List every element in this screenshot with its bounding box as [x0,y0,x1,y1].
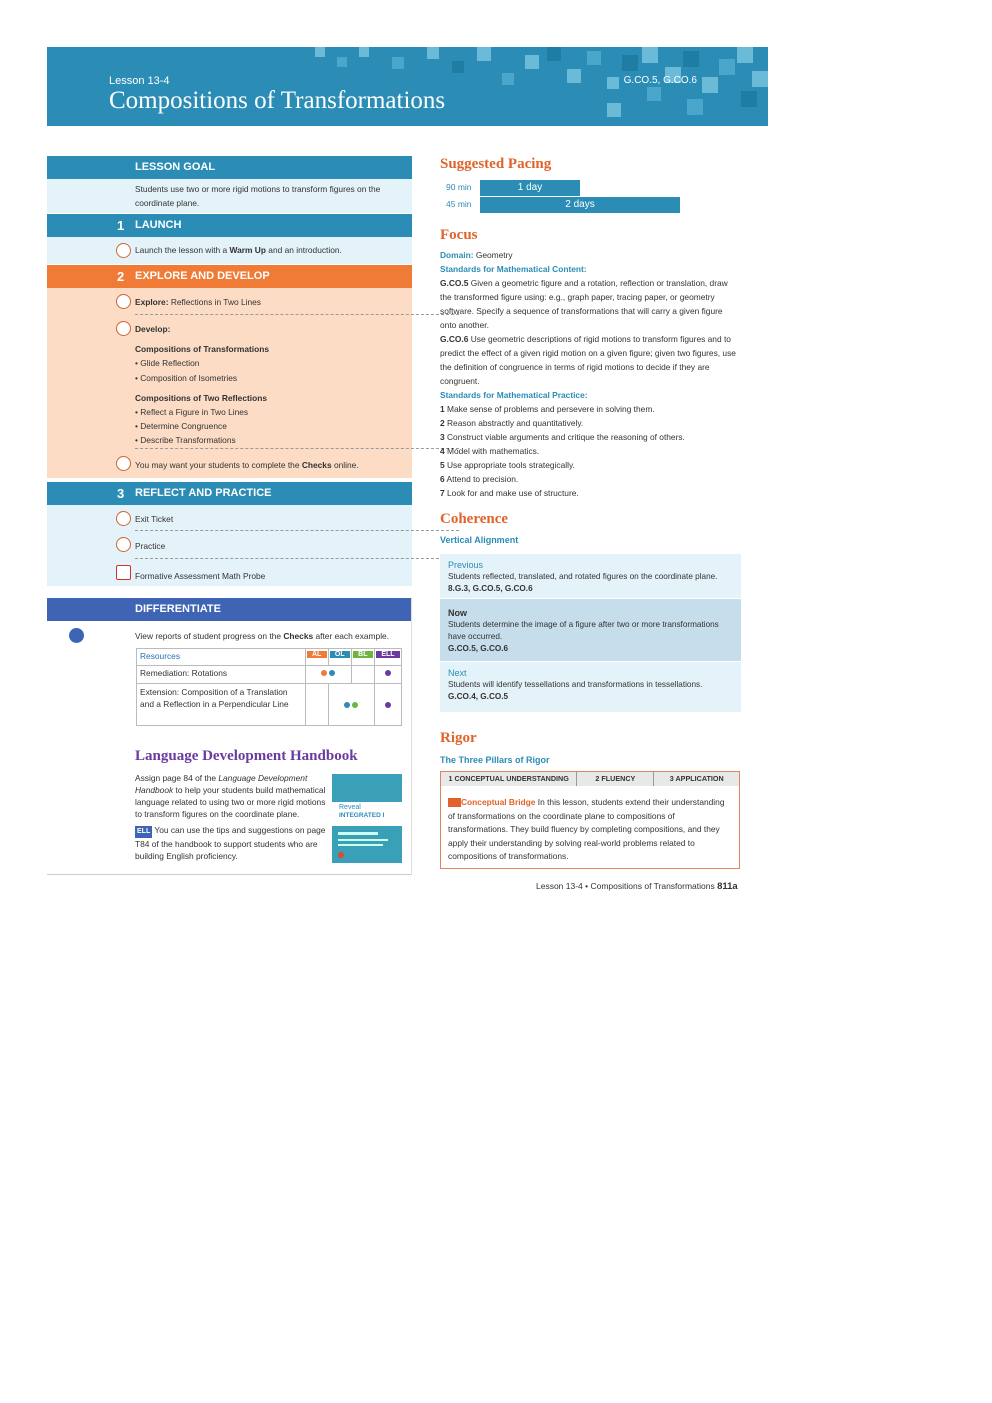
reflect-title: REFLECT AND PRACTICE [135,487,272,499]
lesson-goal-panel [47,179,412,213]
develop-label: Develop: [135,324,171,334]
develop-group-2-item[interactable]: • Describe Transformations [135,435,236,445]
reflect-panel [47,505,412,586]
resource-name[interactable]: Extension: Composition of a Translation and a Reflection in a Perpendicular Line [137,684,306,726]
ell-tag: ELL [376,651,400,658]
pacing-bar-90: 1 day [480,180,580,196]
develop-group-1-item[interactable]: • Glide Reflection [135,358,200,368]
resources-column-header: Resources [137,649,306,666]
now-box: Now Students determine the image of a figure after two or more transformations have occurred. G.CO.5, G.CO.6 [440,599,741,661]
page-footer: Lesson 13-4 • Compositions of Transformations 811a [536,881,738,892]
lesson-goal-header [47,156,412,179]
explore-panel [47,288,412,478]
launch-text: Launch the lesson with a Warm Up and an introduction. [135,245,342,255]
probe-icon [116,565,131,580]
group-icon [116,243,131,258]
checks-note: You may want your students to complete the Checks online. [135,460,359,470]
focus-title: Focus [440,227,478,243]
pacing-title: Suggested Pacing [440,156,552,172]
explore-header [47,265,412,288]
practice-item: 4 Model with mathematics. [440,446,540,456]
group-icon [116,511,131,526]
lesson-header [47,47,768,126]
tab-conceptual[interactable]: 1 CONCEPTUAL UNDERSTANDING [441,772,577,786]
ell-dot-icon [385,702,391,708]
launch-number: 1 [117,218,125,233]
develop-group-2-title[interactable]: Compositions of Two Reflections [135,393,267,403]
group-icon [116,294,131,309]
develop-group-1-item[interactable]: • Composition of Isometries [135,373,238,383]
coherence-title: Coherence [440,511,509,527]
ol-dot-icon [344,702,350,708]
people-icon [116,537,131,552]
resources-table [136,648,402,726]
bl-dot-icon [352,702,358,708]
ldh-text: Assign page 84 of the Language Development Handbook to help your students build mathematical language related to using two or more rigid motions to transform figures on the coordinate plane. ELL You can use the tips and suggestions on page T84 of the handbook to support students who are building English proficiency. [135,773,326,861]
book-brand: Reveal [339,804,361,811]
vertical-alignment-label: Vertical Alignment [440,535,519,545]
develop-group-1-title[interactable]: Compositions of Transformations [135,344,270,354]
differentiate-header [47,598,412,621]
report-chart-icon [69,628,84,643]
handbook-cover [332,774,402,863]
lesson-number: Lesson 13-4 [109,75,170,87]
page-number: 811a [717,881,738,892]
conceptual-bridge-text: Conceptual Bridge In this lesson, students extend their understanding of transformations on the coordinate plane to compositions of transformations. They build fluency by completing compositions, and they apply their understanding by solving real-world problems related to compositions of transformations. [448,797,725,861]
launch-title: LAUNCH [135,219,182,231]
ell-badge: ELL [135,826,152,838]
develop-group-2-item[interactable]: • Determine Congruence [135,421,227,431]
practice-item: 2 Reason abstractly and quantitatively. [440,418,584,428]
explore-item[interactable]: Explore: Reflections in Two Lines [135,297,261,307]
ell-dot-icon [385,670,391,676]
pacing-label: 90 min [446,182,472,192]
al-dot-icon [321,670,327,676]
explore-title: EXPLORE AND DEVELOP [135,270,270,282]
ol-tag: OL [330,651,350,658]
book-title: INTEGRATED I [339,812,385,819]
table-row [137,684,402,726]
math-probe-item[interactable]: Formative Assessment Math Probe [135,571,266,581]
practice-item: 6 Attend to precision. [440,474,519,484]
differentiate-title: DIFFERENTIATE [135,603,221,615]
practice-item: 5 Use appropriate tools strategically. [440,460,575,470]
explore-number: 2 [117,269,125,284]
practice-item: 3 Construct viable arguments and critique the reasoning of others. [440,432,685,442]
pacing-label: 45 min [446,199,472,209]
lesson-goal-text: Students use two or more rigid motions to transform figures on the coordinate plane. [135,184,381,208]
develop-group-2-item[interactable]: • Reflect a Figure in Two Lines [135,407,249,417]
launch-header [47,214,412,237]
table-header-row [137,649,402,666]
exit-ticket-item[interactable]: Exit Ticket [135,514,174,524]
warm-up-link[interactable]: Warm Up [229,245,266,255]
tab-application[interactable]: 3 APPLICATION [654,772,739,786]
lesson-title: Compositions of Transformations [109,87,446,114]
bl-tag: BL [353,651,373,658]
resource-name[interactable]: Remediation: Rotations [137,666,306,684]
next-box: Next Students will identify tessellations and transformations in tessellations. G.CO.4, G.CO.5 [440,662,741,712]
tab-fluency[interactable]: 2 FLUENCY [577,772,654,786]
previous-box: Previous Students reflected, translated, and rotated figures on the coordinate plane. 8.G.3, G.CO.5, G.CO.6 [440,554,741,598]
focus-body: Domain: Geometry Standards for Mathematical Content: G.CO.5 Given a geometric figure and a rotation, reflection or translation, draw the transformed figure using: e.g., graph paper, tracing paper, or geometry software. Specify a sequence of transformations that will carry a given figure onto another. G.CO.6 Use geometric descriptions of rigid motions to transform figures and to predict the effect of a given rigid motion on a given figure; given two figures, use the definition of congruence in terms of rigid motions to decide if they are congruent. Standards for Mathematical Practice: 1 Make sense of problems and persevere in solving them. 2 Reason abstractly and quantitatively. 3 Construct viable arguments and critique the reasoning of others. 4 Model with mathematics. 5 Use appropriate tools strategically. 6 Attend to precision. 7 Look for and make use of structure. [440,248,740,500]
reflect-header [47,482,412,505]
launch-panel [47,237,412,264]
bridge-icon [448,798,461,807]
lesson-goal-title: LESSON GOAL [135,161,216,173]
pacing-bar-45: 2 days [480,197,680,213]
group-icon [116,321,131,336]
rigor-box [440,771,740,869]
content-standards-head: Standards for Mathematical Content: [440,264,587,274]
reflect-number: 3 [117,486,125,501]
al-tag: AL [307,651,327,658]
practice-item: 1 Make sense of problems and persevere in solving them. [440,404,655,414]
table-row [137,666,402,684]
standards-tag: G.CO.5, G.CO.6 [623,75,697,86]
practice-item[interactable]: Practice [135,541,166,551]
ldh-title: Language Development Handbook [135,748,358,764]
rigor-title: Rigor [440,730,477,746]
practice-item: 7 Look for and make use of structure. [440,488,579,498]
person-icon [116,456,131,471]
practice-standards-head: Standards for Mathematical Practice: [440,390,588,400]
three-pillars-label: The Three Pillars of Rigor [440,755,550,765]
differentiate-text: View reports of student progress on the Checks after each example. [135,631,390,641]
ol-dot-icon [329,670,335,676]
